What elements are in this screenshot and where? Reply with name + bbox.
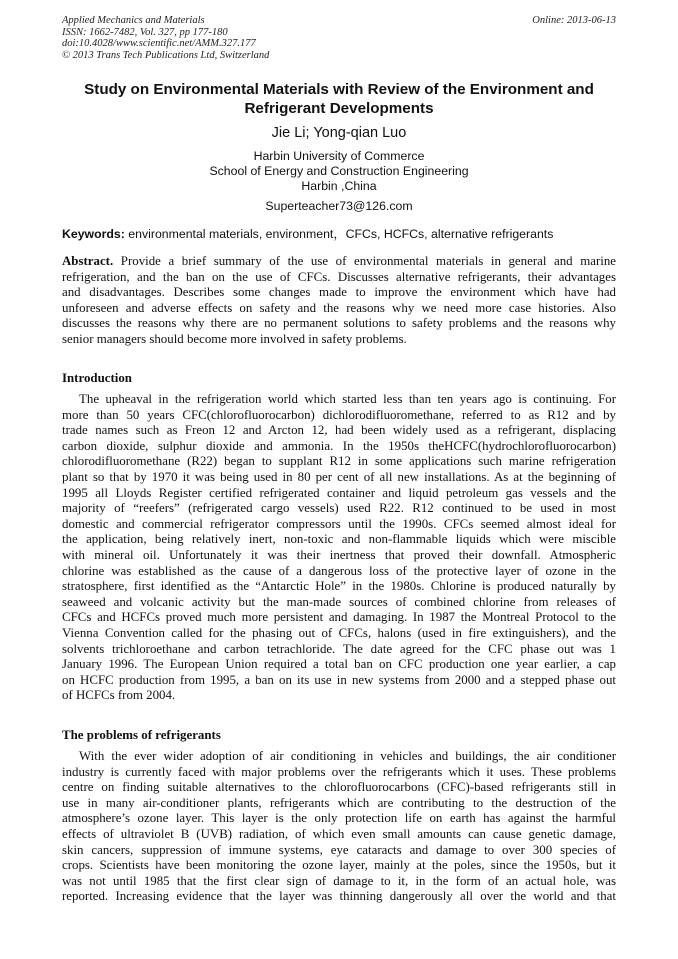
- paragraph-line: stratosphere, first identified as the “Antarctic Hole” in the 1980s. Chlorine is produced naturally by: [62, 579, 616, 594]
- journal-copyright: © 2013 Trans Tech Publications Ltd, Switzerland: [62, 49, 270, 61]
- paragraph-line: atmosphere’s ozone layer. This layer is the only protection life on earth has against the harmful: [62, 811, 616, 826]
- paper-authors: Jie Li; Yong-qian Luo: [271, 125, 407, 141]
- abstract-line: discusses the reasons why there are no permanent solutions to safety problems and the reasons why: [62, 316, 616, 331]
- abstract-label: Abstract.: [62, 254, 114, 268]
- problems-paragraph: [62, 749, 616, 905]
- paragraph-line: crops. Scientists have been monitoring the ozone layer, mainly at the poles, since the 1950s, but it: [62, 858, 616, 873]
- paragraph-line: more than 50 years CFC(chlorofluorocarbon) dichlorodifluoromethane, referred to as R12 and by: [62, 407, 616, 422]
- abstract-line: refrigeration, and the ban on the use of CFCs. Discusses alternative refrigerants, their advantages: [62, 269, 616, 284]
- paragraph-line: majority of “reefers” (refrigerated cargo vessels) used R22. R12 continued to be used in most: [62, 501, 616, 516]
- abstract: [62, 254, 616, 348]
- abstract-line: Provide a brief summary of the use of environmental materials in general and marine: [113, 254, 616, 268]
- paragraph-line: on HCFC production from 1995, a ban on its use in new systems from 2000 and a stepped phase out: [62, 672, 616, 687]
- paragraph-line: use in many air-conditioner plants, refrigerants which are contributing to the destruction of the: [62, 795, 616, 810]
- abstract-line: unforeseen and adverse effects on safety and the reasons why we need more case histories. Also: [62, 300, 616, 315]
- keywords: [62, 227, 616, 242]
- keywords-text: environmental materials, environment，CFCs, HCFCs, alternative refrigerants: [124, 227, 554, 241]
- title-line-2: Refrigerant Developments: [244, 100, 434, 117]
- paragraph-line: centre on finding suitable alternatives to the chlorofluorocarbons (CFC)-based refrigerants still in: [62, 780, 616, 795]
- title-line-1: Study on Environmental Materials with Review of the Environment and: [84, 81, 594, 98]
- paragraph-line: With the ever wider adoption of air conditioning in vehicles and buildings, the air conditioner: [79, 749, 616, 763]
- author-email: Superteacher73@126.com: [265, 199, 413, 213]
- paragraph-line: industry is currently faced with major problems over the refrigerants which it uses. These problems: [62, 764, 616, 779]
- paragraph-line: 1995 all Lloyds Register certified refrigerated container and liquid petroleum gas vessels and the: [62, 485, 616, 500]
- affiliation-line-1: Harbin University of Commerce: [253, 149, 425, 163]
- paragraph-line: was not until 1985 that the first clear sign of damage to it, in the form of an actual hole, was: [62, 873, 616, 888]
- paragraph-line: domestic and commercial refrigerator compressors until the 1990s. CFCs seemed almost ideal for: [62, 516, 616, 531]
- paragraph-line: The upheaval in the refrigeration world which started less than ten years ago is continuing. For: [79, 392, 616, 406]
- paragraph-line: the application, being relatively inert, non-toxic and non-flammable liquids which were miscible: [62, 532, 616, 547]
- paragraph-line: seaweed and volcanic activity but the man-made sources of combined chlorine from releases of: [62, 594, 616, 609]
- paragraph-line: solvents trichloroethane and carbon tetrachloride. The date agreed for the CFC phase out was 1: [62, 641, 616, 656]
- paragraph-line: effects of ultraviolet B (UVB) radiation, of which even small amounts can cause genetic damage,: [62, 826, 616, 841]
- affiliation-line-2: School of Energy and Construction Engineering: [209, 164, 469, 178]
- paragraph-line: plant so that by 1970 it was being used in 80 per cent of all new installations. As at the beginning of: [62, 469, 616, 484]
- paragraph-line: carbon dioxide, sulphur dioxide and ammonia. In the 1950s theHCFC(hydrochlorofluorocarbon): [62, 438, 616, 453]
- paragraph-line: reported. Increasing evidence that the layer was thinning dangerously all over the world and that: [62, 889, 616, 904]
- journal-header: [62, 15, 616, 61]
- introduction-paragraph: [62, 392, 616, 704]
- paragraph-line: chlorodifluoromethane (R22) began to supplant R12 in some applications such marine refrigeration: [62, 454, 616, 469]
- abstract-line: and disadvantages. Describes some changes made to improve the environment which have had: [62, 285, 616, 300]
- online-date: Online: 2013-06-13: [532, 15, 616, 26]
- section-heading-problems: The problems of refrigerants: [62, 728, 221, 742]
- paragraph-line: trade names such as Freon 12 and Arcton 12, had been widely used as a refrigerant, displacing: [62, 423, 616, 438]
- paragraph-line: January 1996. The European Union required a total ban on CFC production one year earlier, a cap: [62, 657, 616, 672]
- journal-issn: ISSN: 1662-7482, Vol. 327, pp 177-180: [62, 26, 228, 38]
- abstract-line: senior managers should become more involved in safety problems.: [62, 331, 407, 346]
- paragraph-line: Vienna Convention called for the phasing out of CFCs, halons (used in fire extinguishers), and the: [62, 625, 616, 640]
- paragraph-line: with mineral oil. Unfortunately it was their inertness that proved their downfall. Atmospheric: [62, 547, 616, 562]
- paragraph-line: chlorine was established as the cause of a dangerous loss of the protective layer of ozone in the: [62, 563, 616, 578]
- paragraph-line: of HCFCs from 2004.: [62, 688, 176, 703]
- journal-doi: doi:10.4028/www.scientific.net/AMM.327.177: [62, 38, 256, 50]
- paper-title: [62, 80, 616, 118]
- keywords-label: Keywords:: [62, 227, 125, 241]
- paragraph-line: skin cancers, suppression of immune systems, eye cataracts and damage to over 300 species of: [62, 842, 616, 857]
- journal-name: Applied Mechanics and Materials: [62, 15, 205, 26]
- affiliation-line-3: Harbin ,China: [301, 179, 377, 193]
- author-affiliation: [62, 149, 616, 194]
- section-heading-introduction: Introduction: [62, 371, 132, 385]
- paragraph-line: CFCs and HCFCs proved much more persistent and damaging. In 1987 the Montreal Protocol to the: [62, 610, 616, 625]
